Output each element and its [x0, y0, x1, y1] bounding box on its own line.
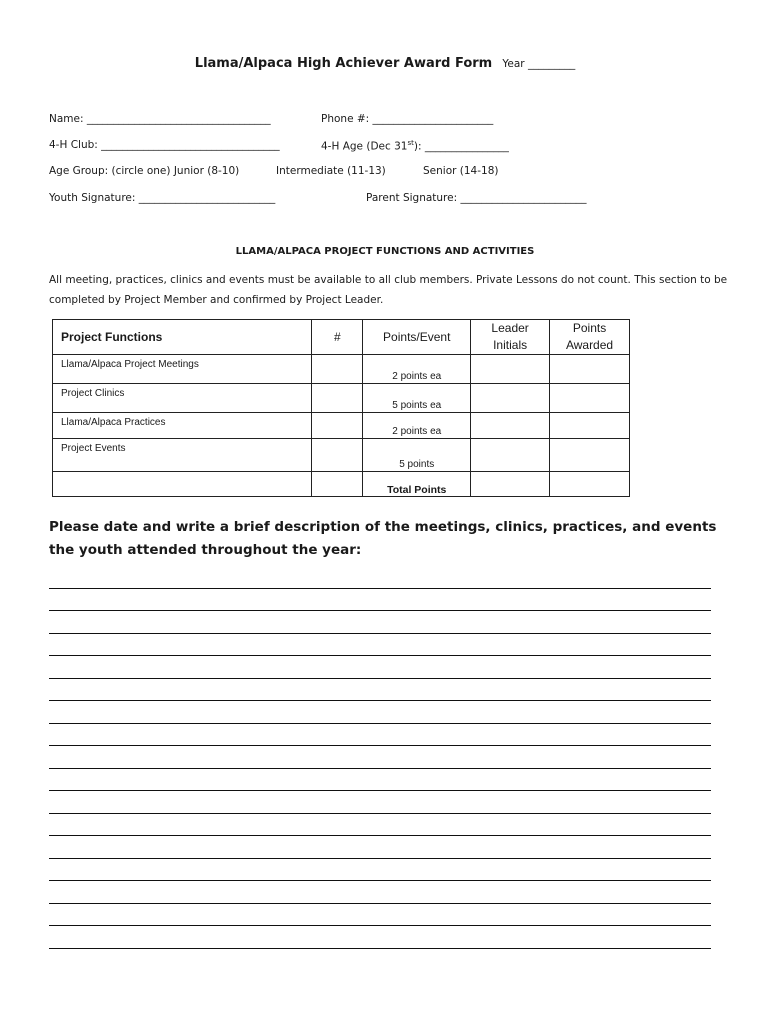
youth-signature-field[interactable]: Youth Signature: __________________________ — [49, 192, 276, 204]
table-row — [53, 439, 630, 472]
total-points-cell[interactable] — [550, 472, 630, 497]
header-count: # — [312, 320, 363, 355]
writing-line[interactable] — [49, 769, 711, 792]
table-header-row — [53, 320, 630, 355]
writing-line[interactable] — [49, 746, 711, 769]
leader-initials-cell[interactable] — [471, 355, 550, 384]
count-cell[interactable] — [312, 384, 363, 413]
writing-line[interactable] — [49, 814, 711, 837]
year-field[interactable]: Year _________ — [502, 58, 576, 70]
points-awarded-cell[interactable] — [550, 439, 630, 472]
age-group-senior[interactable]: Senior (14-18) — [423, 165, 499, 177]
header-points-event: Points/Event — [363, 320, 471, 355]
age-group-junior[interactable]: Age Group: (circle one) Junior (8-10) — [49, 165, 240, 177]
project-functions-table — [52, 319, 630, 497]
points-cell: 5 points ea — [363, 384, 471, 413]
writing-line[interactable] — [49, 589, 711, 612]
club-field[interactable]: 4-H Club: __________________________________ — [49, 139, 280, 151]
age-blank: ): ________________ — [413, 140, 509, 153]
header-project-functions: Project Functions — [53, 320, 312, 355]
row-name: Llama/Alpaca Project Meetings — [53, 355, 312, 384]
blank-cell — [53, 472, 312, 497]
row-name: Project Events — [53, 439, 312, 472]
header-points-line2: Awarded — [565, 338, 614, 352]
writing-line[interactable] — [49, 926, 711, 949]
points-cell: 5 points — [363, 439, 471, 472]
phone-field[interactable]: Phone #: _______________________ — [321, 113, 494, 125]
writing-line[interactable] — [49, 724, 711, 747]
section-title: LLAMA/ALPACA PROJECT FUNCTIONS AND ACTIVITIES — [235, 246, 535, 257]
table-row — [53, 355, 630, 384]
count-cell[interactable] — [312, 413, 363, 439]
writing-line[interactable] — [49, 566, 711, 589]
total-leader-cell[interactable] — [471, 472, 550, 497]
header-leader-line2: Initials — [493, 338, 528, 352]
writing-line[interactable] — [49, 791, 711, 814]
leader-initials-cell[interactable] — [471, 439, 550, 472]
header-leader-line1: Leader — [491, 321, 529, 335]
leader-initials-cell[interactable] — [471, 384, 550, 413]
age-label-sup: st — [407, 139, 414, 147]
form-title — [0, 56, 770, 71]
description-prompt: Please date and write a brief description of the meetings, clinics, practices, and events the youth attended throughout the year: — [49, 519, 717, 558]
description-lines[interactable] — [49, 566, 711, 949]
table-total-row — [53, 472, 630, 497]
writing-line[interactable] — [49, 656, 711, 679]
writing-line[interactable] — [49, 859, 711, 882]
header-points-line1: Points — [572, 321, 607, 335]
row-name: Llama/Alpaca Practices — [53, 413, 312, 439]
table-row — [53, 413, 630, 439]
writing-line[interactable] — [49, 701, 711, 724]
section-intro: All meeting, practices, clinics and events must be available to all club members. Private Lessons do not count. This section to be completed by Project Member and confirmed by Project Leader. — [49, 274, 728, 306]
points-awarded-cell[interactable] — [550, 355, 630, 384]
writing-line[interactable] — [49, 904, 711, 927]
row-name: Project Clinics — [53, 384, 312, 413]
header-points-awarded — [550, 320, 630, 355]
header-leader-initials — [471, 320, 550, 355]
points-awarded-cell[interactable] — [550, 413, 630, 439]
leader-initials-cell[interactable] — [471, 413, 550, 439]
form-title-text: Llama/Alpaca High Achiever Award Form — [194, 56, 493, 71]
table-row — [53, 384, 630, 413]
age-label: 4-H Age (Dec 31 — [321, 140, 408, 153]
count-cell[interactable] — [312, 439, 363, 472]
count-cell[interactable] — [312, 355, 363, 384]
points-cell: 2 points ea — [363, 355, 471, 384]
points-cell: 2 points ea — [363, 413, 471, 439]
writing-line[interactable] — [49, 611, 711, 634]
parent-signature-field[interactable]: Parent Signature: ________________________ — [366, 192, 587, 204]
points-awarded-cell[interactable] — [550, 384, 630, 413]
blank-cell — [312, 472, 363, 497]
writing-line[interactable] — [49, 679, 711, 702]
writing-line[interactable] — [49, 881, 711, 904]
name-field[interactable]: Name: ___________________________________ — [49, 113, 271, 125]
age-group-intermediate[interactable]: Intermediate (11-13) — [276, 165, 386, 177]
writing-line[interactable] — [49, 634, 711, 657]
age-field[interactable] — [321, 139, 509, 153]
writing-line[interactable] — [49, 836, 711, 859]
total-points-label: Total Points — [363, 472, 471, 497]
